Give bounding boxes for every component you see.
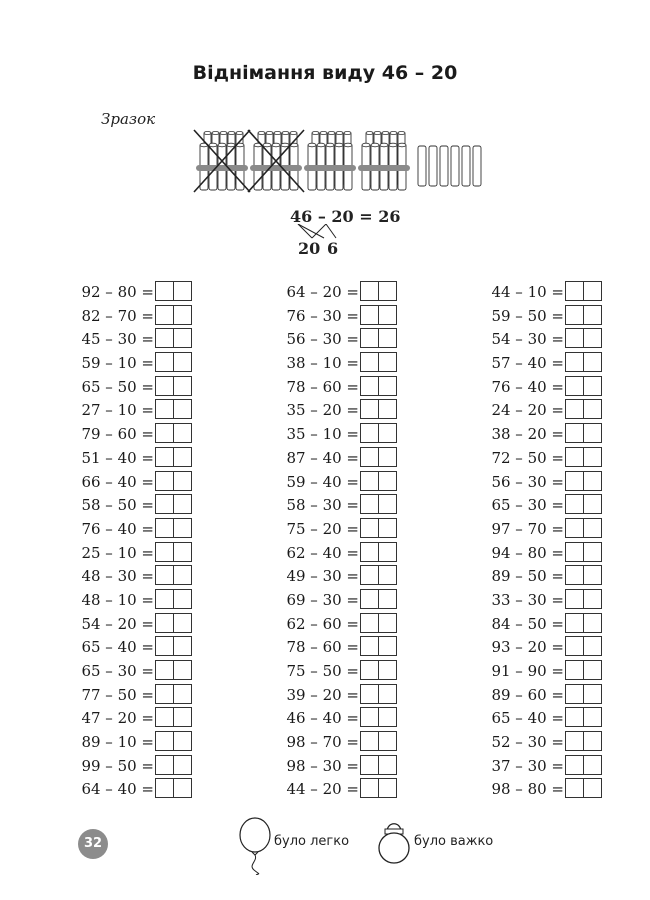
answer-box[interactable] [565, 707, 602, 727]
stick-top [212, 131, 219, 134]
exercise-row [245, 376, 405, 400]
stick-top [308, 143, 316, 147]
exercise-expression: 44 – 20 = [286, 780, 359, 799]
answer-box[interactable] [360, 755, 397, 775]
easy-label: було легко [274, 834, 350, 849]
exercise-row [40, 352, 200, 376]
stick-top [335, 143, 343, 147]
stick-top [218, 143, 226, 147]
exercise-expression: 64 – 40 = [81, 780, 154, 799]
exercise-expression: 39 – 20 = [286, 685, 359, 704]
answer-box[interactable] [565, 518, 602, 538]
exercise-row [40, 565, 200, 589]
answer-box[interactable] [155, 684, 192, 704]
exercise-row [245, 518, 405, 542]
balloon-icon [236, 815, 276, 875]
exercise-expression: 33 – 30 = [491, 590, 564, 609]
exercise-expression: 82 – 70 = [81, 306, 154, 325]
stick-top [362, 143, 370, 147]
exercise-expression: 54 – 20 = [81, 614, 154, 633]
exercise-row [245, 660, 405, 684]
answer-box[interactable] [155, 328, 192, 348]
exercise-row [450, 328, 610, 352]
answer-box[interactable] [360, 660, 397, 680]
exercise-expression: 65 – 40 = [491, 709, 564, 728]
exercise-expression: 75 – 50 = [286, 662, 359, 680]
loose-stick [451, 146, 459, 186]
exercise-row [450, 684, 610, 708]
exercise-expression: 79 – 60 = [81, 425, 154, 444]
answer-box[interactable] [155, 755, 192, 775]
exercise-expression: 37 – 30 = [491, 756, 564, 775]
stick-top [220, 131, 227, 134]
exercise-row [450, 352, 610, 376]
exercise-expression: 57 – 40 = [491, 354, 564, 373]
exercise-row [450, 660, 610, 684]
answer-box[interactable] [565, 305, 602, 325]
exercise-row [40, 542, 200, 566]
exercise-row [450, 731, 610, 755]
exercise-expression: 35 – 20 = [286, 401, 359, 420]
exercise-column-3 [450, 281, 610, 802]
answer-box[interactable] [155, 542, 192, 562]
exercise-row [450, 755, 610, 779]
exercise-row [450, 613, 610, 637]
exercise-expression: 46 – 40 = [286, 709, 359, 728]
exercise-expression: 44 – 10 = [491, 283, 564, 301]
answer-box[interactable] [360, 589, 397, 609]
exercise-row [40, 447, 200, 471]
hard-label: було важко [414, 834, 494, 849]
answer-box[interactable] [155, 613, 192, 633]
exercise-expression: 66 – 40 = [81, 472, 154, 491]
exercise-row [40, 305, 200, 329]
answer-box[interactable] [565, 565, 602, 585]
exercise-row [245, 613, 405, 637]
exercise-expression: 91 – 90 = [491, 662, 564, 680]
exercise-expression: 48 – 30 = [81, 567, 154, 586]
stick-top [326, 143, 334, 147]
stick-top [236, 131, 243, 134]
answer-box[interactable] [155, 376, 192, 396]
exercise-expression: 69 – 30 = [286, 590, 359, 609]
exercise-row [245, 423, 405, 447]
answer-box[interactable] [565, 447, 602, 467]
answer-box[interactable] [360, 565, 397, 585]
answer-box[interactable] [155, 589, 192, 609]
stick-top [272, 143, 280, 147]
exercise-expression: 54 – 30 = [491, 330, 564, 349]
stick-top [274, 131, 281, 134]
answer-box[interactable] [565, 636, 602, 656]
answer-box[interactable] [565, 731, 602, 751]
bundle-band [304, 165, 356, 171]
stick-top [371, 143, 379, 147]
answer-box[interactable] [565, 589, 602, 609]
exercise-row [245, 707, 405, 731]
exercise-expression: 75 – 20 = [286, 519, 359, 538]
exercise-row [40, 518, 200, 542]
exercise-row [450, 707, 610, 731]
exercise-expression: 56 – 30 = [286, 330, 359, 349]
exercise-row [245, 494, 405, 518]
exercise-row [450, 542, 610, 566]
exercise-row [40, 684, 200, 708]
stick-top [390, 131, 397, 134]
exercise-expression: 76 – 40 = [491, 377, 564, 396]
stick-top [328, 131, 335, 134]
answer-box[interactable] [155, 281, 192, 301]
answer-box[interactable] [360, 423, 397, 443]
exercise-expression: 89 – 50 = [491, 567, 564, 586]
stick-top [317, 143, 325, 147]
exercise-expression: 59 – 40 = [286, 472, 359, 491]
loose-stick [462, 146, 470, 186]
exercise-row [40, 494, 200, 518]
answer-box[interactable] [565, 471, 602, 491]
exercise-expression: 56 – 30 = [491, 472, 564, 491]
exercise-expression: 89 – 60 = [491, 685, 564, 704]
exercise-column-1 [40, 281, 200, 802]
answer-box[interactable] [360, 707, 397, 727]
exercise-expression: 65 – 50 = [81, 377, 154, 396]
exercise-row [245, 281, 405, 305]
exercise-expression: 45 – 30 = [81, 330, 154, 349]
exercise-expression: 92 – 80 = [81, 283, 154, 301]
answer-box[interactable] [565, 352, 602, 372]
exercise-row [245, 589, 405, 613]
exercise-expression: 25 – 10 = [81, 543, 154, 562]
bundle-band [196, 165, 248, 171]
exercise-row [40, 328, 200, 352]
answer-box[interactable] [155, 352, 192, 372]
exercise-row [450, 565, 610, 589]
stick-top [263, 143, 271, 147]
answer-box[interactable] [360, 305, 397, 325]
exercise-row [450, 447, 610, 471]
stick-top [209, 143, 217, 147]
exercise-row [40, 471, 200, 495]
answer-box[interactable] [360, 471, 397, 491]
answer-box[interactable] [565, 660, 602, 680]
exercise-expression: 59 – 50 = [491, 306, 564, 325]
exercise-expression: 58 – 30 = [286, 496, 359, 515]
stick-top [228, 131, 235, 134]
split-part-tens: 20 [298, 239, 321, 258]
stick-top [258, 131, 265, 134]
exercise-row [245, 731, 405, 755]
exercise-expression: 27 – 10 = [81, 401, 154, 420]
exercise-expression: 65 – 30 = [491, 496, 564, 515]
bundles-illustration [192, 128, 492, 194]
answer-box[interactable] [565, 281, 602, 301]
answer-box[interactable] [565, 755, 602, 775]
answer-box[interactable] [155, 731, 192, 751]
exercise-row [40, 707, 200, 731]
exercise-row [40, 399, 200, 423]
exercise-expression: 65 – 40 = [81, 638, 154, 657]
bundle-band [358, 165, 410, 171]
loose-stick [418, 146, 426, 186]
answer-box[interactable] [155, 447, 192, 467]
stick-top [266, 131, 273, 134]
exercise-row [245, 778, 405, 802]
exercise-expression: 97 – 70 = [491, 519, 564, 538]
exercise-expression: 59 – 10 = [81, 354, 154, 373]
exercise-row [245, 352, 405, 376]
answer-box[interactable] [155, 471, 192, 491]
exercise-expression: 65 – 30 = [81, 662, 154, 680]
exercise-expression: 64 – 20 = [286, 283, 359, 301]
exercise-row [40, 778, 200, 802]
exercise-expression: 58 – 50 = [81, 496, 154, 515]
bundle-band [250, 165, 302, 171]
exercise-expression: 84 – 50 = [491, 614, 564, 633]
exercise-row [245, 447, 405, 471]
exercise-expression: 47 – 20 = [81, 709, 154, 728]
stick-top [290, 131, 297, 134]
exercise-row [450, 471, 610, 495]
stick-top [227, 143, 235, 147]
exercise-expression: 87 – 40 = [286, 448, 359, 467]
exercise-expression: 93 – 20 = [491, 638, 564, 657]
loose-stick [429, 146, 437, 186]
stick-top [336, 131, 343, 134]
answer-box[interactable] [360, 328, 397, 348]
exercise-expression: 52 – 30 = [491, 733, 564, 752]
answer-box[interactable] [360, 684, 397, 704]
exercise-expression: 76 – 30 = [286, 306, 359, 325]
answer-box[interactable] [360, 778, 397, 798]
exercise-row [40, 731, 200, 755]
answer-box[interactable] [155, 707, 192, 727]
answer-box[interactable] [155, 305, 192, 325]
exercise-row [40, 636, 200, 660]
answer-box[interactable] [155, 565, 192, 585]
answer-box[interactable] [155, 423, 192, 443]
page-title: Віднімання виду 46 – 20 [192, 62, 458, 84]
loose-stick [473, 146, 481, 186]
exercise-row [245, 542, 405, 566]
exercise-expression: 77 – 50 = [81, 685, 154, 704]
answer-box[interactable] [360, 376, 397, 396]
stick-top [382, 131, 389, 134]
stick-top [320, 131, 327, 134]
answer-box[interactable] [360, 613, 397, 633]
answer-box[interactable] [360, 542, 397, 562]
answer-box[interactable] [360, 518, 397, 538]
exercise-expression: 51 – 40 = [81, 448, 154, 467]
exercise-expression: 76 – 40 = [81, 519, 154, 538]
sample-label: Зразок [101, 110, 156, 128]
answer-box[interactable] [155, 636, 192, 656]
exercise-expression: 89 – 10 = [81, 733, 154, 752]
answer-box[interactable] [360, 447, 397, 467]
answer-box[interactable] [565, 542, 602, 562]
answer-box[interactable] [155, 399, 192, 419]
exercise-column-2 [245, 281, 405, 802]
exercise-expression: 99 – 50 = [81, 756, 154, 775]
stick-top [380, 143, 388, 147]
answer-box[interactable] [565, 328, 602, 348]
exercise-row [40, 589, 200, 613]
answer-box[interactable] [565, 423, 602, 443]
answer-box[interactable] [565, 684, 602, 704]
exercise-expression: 98 – 70 = [286, 733, 359, 752]
stick-top [281, 143, 289, 147]
stick-top [204, 131, 211, 134]
exercise-expression: 98 – 30 = [286, 756, 359, 775]
exercise-expression: 48 – 10 = [81, 590, 154, 609]
answer-box[interactable] [565, 613, 602, 633]
exercise-expression: 62 – 60 = [286, 614, 359, 633]
page-number: 32 [78, 829, 108, 859]
stick-top [282, 131, 289, 134]
exercise-row [450, 589, 610, 613]
answer-box[interactable] [565, 376, 602, 396]
exercise-row [450, 494, 610, 518]
exercise-row [40, 281, 200, 305]
exercise-row [40, 660, 200, 684]
answer-box[interactable] [360, 281, 397, 301]
exercise-expression: 94 – 80 = [491, 543, 564, 562]
exercise-row [450, 376, 610, 400]
exercise-row [450, 518, 610, 542]
exercise-row [450, 399, 610, 423]
stick-top [398, 131, 405, 134]
answer-box[interactable] [360, 636, 397, 656]
exercise-row [40, 755, 200, 779]
exercise-expression: 38 – 10 = [286, 354, 359, 373]
exercise-expression: 78 – 60 = [286, 377, 359, 396]
exercise-row [40, 613, 200, 637]
answer-box[interactable] [155, 778, 192, 798]
answer-box[interactable] [155, 494, 192, 514]
exercise-row [245, 565, 405, 589]
answer-box[interactable] [360, 494, 397, 514]
stick-top [344, 131, 351, 134]
exercise-row [245, 471, 405, 495]
exercise-row [245, 684, 405, 708]
exercise-row [245, 399, 405, 423]
answer-box[interactable] [360, 352, 397, 372]
exercise-row [245, 328, 405, 352]
exercise-expression: 62 – 40 = [286, 543, 359, 562]
answer-box[interactable] [565, 778, 602, 798]
stick-top [389, 143, 397, 147]
weight-icon [373, 818, 415, 864]
loose-stick [440, 146, 448, 186]
exercise-expression: 35 – 10 = [286, 425, 359, 444]
exercise-row [450, 423, 610, 447]
stick-top [312, 131, 319, 134]
answer-box[interactable] [565, 399, 602, 419]
exercise-expression: 24 – 20 = [491, 401, 564, 420]
exercise-row [40, 376, 200, 400]
sample-equation: 46 – 20 = 26 [290, 207, 401, 226]
stick-top [398, 143, 406, 147]
exercise-expression: 72 – 50 = [491, 448, 564, 467]
exercise-row [450, 636, 610, 660]
exercise-row [245, 636, 405, 660]
exercise-row [245, 305, 405, 329]
exercise-row [40, 423, 200, 447]
answer-box[interactable] [155, 518, 192, 538]
stick-top [374, 131, 381, 134]
exercise-row [450, 778, 610, 802]
split-part-units: 6 [327, 239, 339, 258]
answer-box[interactable] [155, 660, 192, 680]
answer-box[interactable] [360, 399, 397, 419]
exercise-row [450, 281, 610, 305]
exercise-expression: 49 – 30 = [286, 567, 359, 586]
stick-top [366, 131, 373, 134]
exercise-expression: 98 – 80 = [491, 780, 564, 799]
exercise-expression: 38 – 20 = [491, 425, 564, 444]
exercise-row [245, 755, 405, 779]
answer-box[interactable] [565, 494, 602, 514]
stick-top [344, 143, 352, 147]
answer-box[interactable] [360, 731, 397, 751]
exercise-expression: 78 – 60 = [286, 638, 359, 657]
exercise-row [450, 305, 610, 329]
